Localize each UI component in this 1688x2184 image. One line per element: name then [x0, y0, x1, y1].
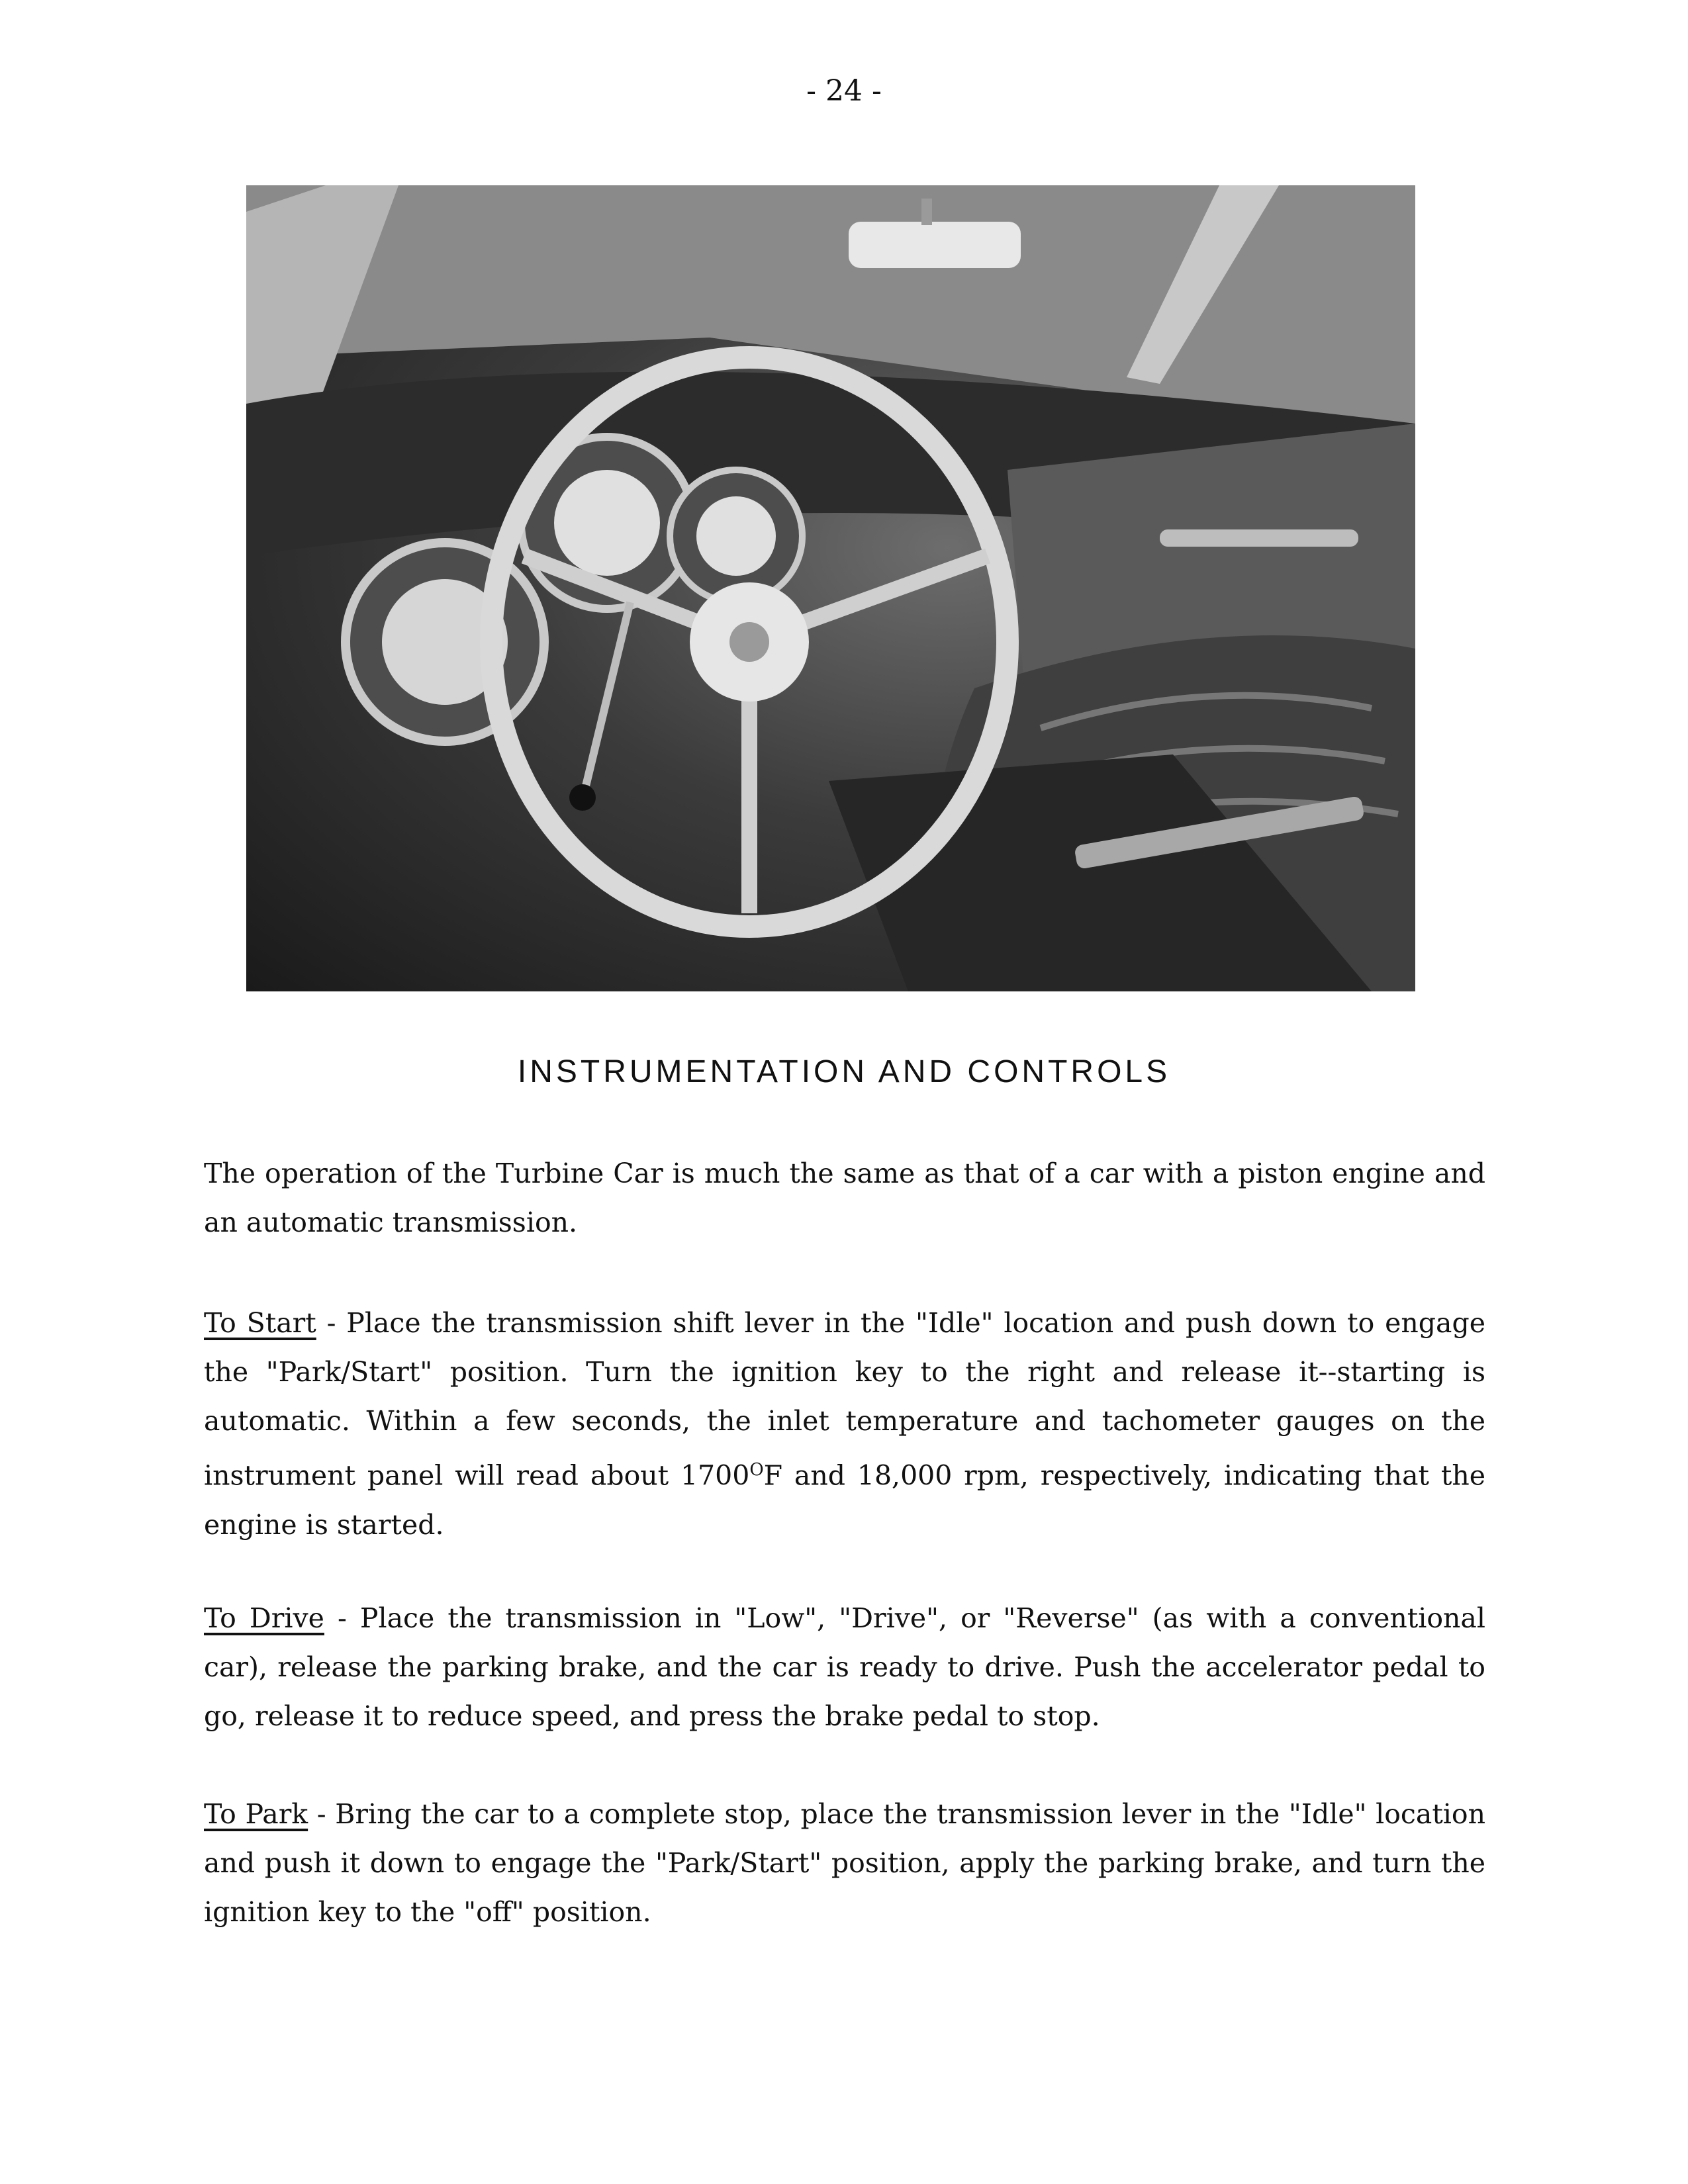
section-heading: INSTRUMENTATION AND CONTROLS: [517, 1054, 1171, 1089]
start-lead: To Start: [204, 1307, 316, 1339]
degree-symbol: O: [749, 1460, 764, 1480]
dashboard-illustration-icon: [246, 185, 1415, 991]
start-text-a: - Place the transmission shift lever in the "Idle" location and push down to engage the "Park/Start" position. Turn the ignition key to the right and release it--starting is automatic. Within a few seconds, the inlet temperature and tachometer gauges on the instrument panel will read about 1700: [204, 1307, 1485, 1492]
drive-text: - Place the transmission in "Low", "Drive", or "Reverse" (as with a conventional car), release the parking brake, and the car is ready to drive. Push the accelerator pedal to go, release it to reduce speed, and press the brake pedal to stop.: [204, 1602, 1485, 1732]
page-number: - 24 -: [806, 74, 882, 108]
rearview-mirror: [849, 222, 1021, 268]
center-gauge-face: [554, 470, 660, 576]
park-text: - Bring the car to a complete stop, place the transmission lever in the "Idle" location and push it down to engage the "Park/Start" position, apply the parking brake, and turn the ignition key to the "off" position.: [204, 1798, 1485, 1928]
start-paragraph: [204, 1298, 1485, 1549]
intro-paragraph: The operation of the Turbine Car is much the same as that of a car with a piston engine and an automatic transmission.: [204, 1158, 1485, 1238]
mirror-mount: [921, 199, 932, 225]
shift-lever: [584, 602, 630, 794]
door-handle: [1160, 529, 1358, 547]
drive-paragraph: [204, 1594, 1485, 1741]
right-gauge-face: [696, 496, 776, 576]
car-interior-photo: [246, 185, 1415, 991]
drive-lead: To Drive: [204, 1602, 324, 1634]
park-paragraph: [204, 1790, 1485, 1936]
start-text-b: F and 18,000 rpm, respectively, indicating that the engine is started.: [204, 1459, 1485, 1541]
park-lead: To Park: [204, 1798, 308, 1830]
